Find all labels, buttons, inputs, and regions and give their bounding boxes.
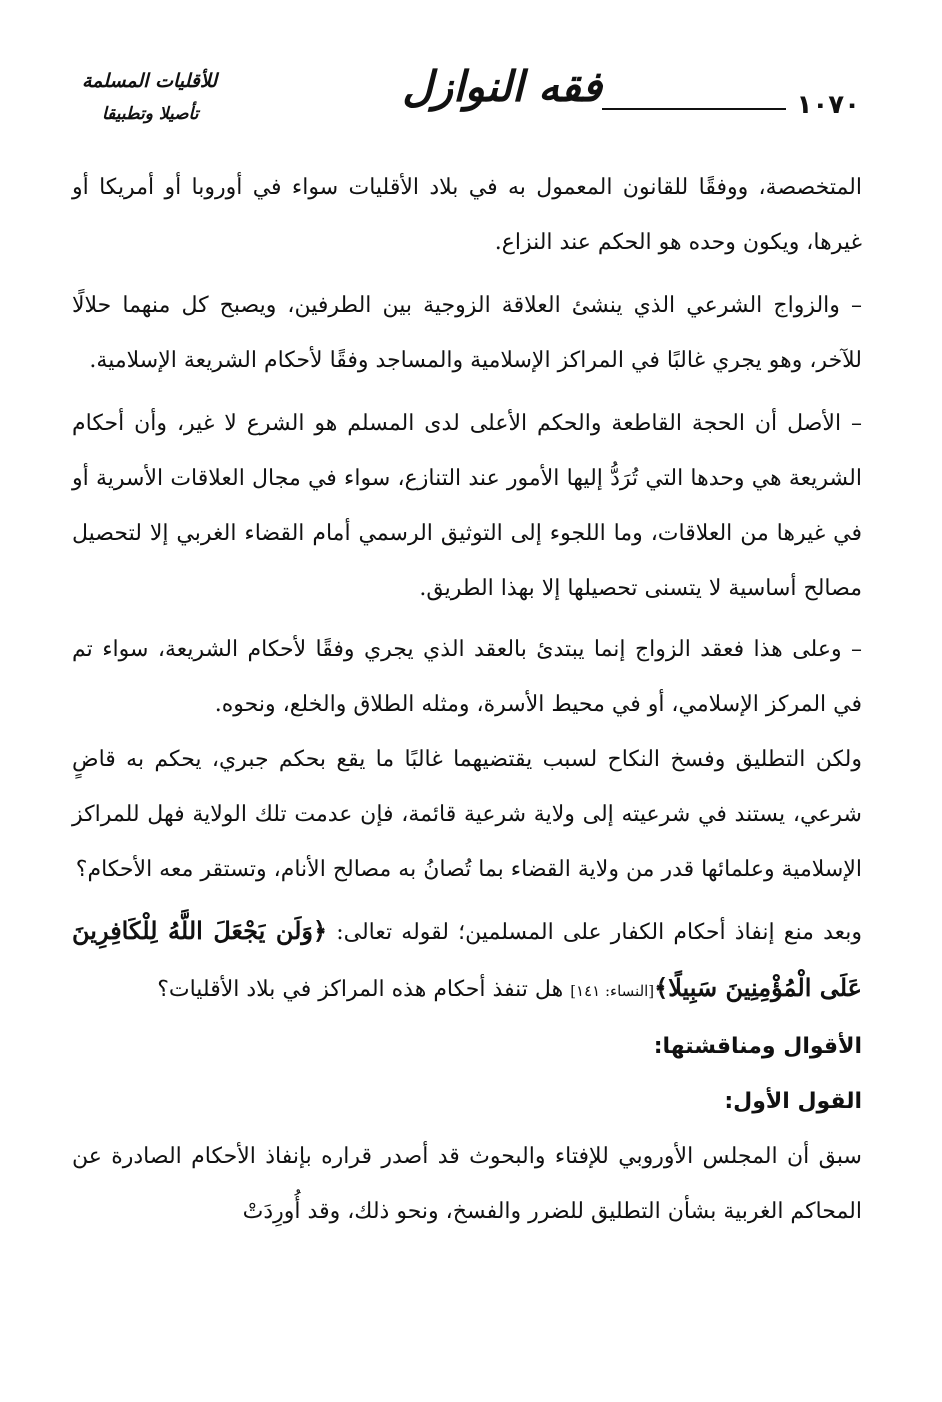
paragraph-7: سبق أن المجلس الأوروبي للإفتاء والبحوث قد أصدر قراره بإنفاذ الأحكام الصادرة عن المحاكم الغربية بشأن التطليق للضرر والفسخ، ونحو ذلك، وقد أُورِدَتْ — [72, 1144, 862, 1224]
paragraph-6-rest: هل تنفذ أحكام هذه المراكز في بلاد الأقليات؟ — [157, 977, 571, 1002]
bullet-paragraph-3: – الأصل أن الحجة القاطعة والحكم الأعلى لدى المسلم هو الشرع لا غير، وأن أحكام الشريعة هي وحدها التي تُرَدُّ إليها الأمور عند التنازع، سواء في مجال العلاقات الأسرية أو في غيرها من العلاقات، وما اللجوء إلى التوثيق الرسمي أمام القضاء الغربي إلا لتحصيل مصالح أساسية لا يتسنى تحصيلها إلا بهذا الطريق. — [72, 411, 862, 601]
bullet-paragraph-2: – والزواج الشرعي الذي ينشئ العلاقة الزوجية بين الطرفين، ويصبح كل منهما حلالًا للآخر، وهو يجري غالبًا في المراكز الإسلامية والمساجد وفقًا لأحكام الشريعة الإسلامية. — [72, 293, 862, 373]
running-header — [82, 62, 860, 148]
paragraph-5: ولكن التطليق وفسخ النكاح لسبب يقتضيهما غالبًا ما يقع بحكم جبري، يحكم به قاضٍ شرعي، يستند في شرعيته إلى ولاية شرعية قائمة، فإن عدمت تلك الولاية فهل للمراكز الإسلامية وعلمائها قدر من ولاية القضاء بما تُصانُ به مصالح الأنام، وتستقر معه الأحكام؟ — [72, 747, 862, 882]
section-heading: الأقوال ومناقشتها: — [653, 1034, 862, 1059]
quran-verse: ﴿وَلَن يَجْعَلَ اللَّهُ لِلْكَافِرِينَ عَلَى الْمُؤْمِنِينَ سَبِيلًا﴾ — [72, 916, 862, 1002]
header-rule — [602, 108, 786, 110]
page-number: ١٠٧٠ — [796, 90, 860, 120]
paragraph-1: المتخصصة، ووفقًا للقانون المعمول به في بلاد الأقليات سواء في أوروبا أو أمريكا أو غيرها، ويكون وحده هو الحكم عند النزاع. — [72, 175, 862, 255]
page-body — [72, 160, 862, 1239]
paragraph-6 — [72, 903, 862, 1019]
subsection-heading: القول الأول: — [724, 1089, 862, 1114]
book-title-main: فقه النوازل — [402, 62, 602, 111]
bullet-paragraph-4: – وعلى هذا فعقد الزواج إنما يبتدئ بالعقد الذي يجري وفقًا لأحكام الشريعة، سواء تم في المركز الإسلامي، أو في محيط الأسرة، ومثله الطلاق والخلع، ونحوه. — [72, 637, 862, 717]
book-title-sub: تأصيلا وتطبيقا — [102, 104, 199, 124]
book-title-for: للأقليات المسلمة — [82, 70, 217, 92]
paragraph-6-intro: وبعد منع إنفاذ أحكام الكفار على المسلمين؛ لقوله تعالى: — [327, 920, 862, 945]
verse-citation: [النساء: ١٤١] — [570, 982, 655, 1000]
book-title-logo — [82, 62, 602, 148]
